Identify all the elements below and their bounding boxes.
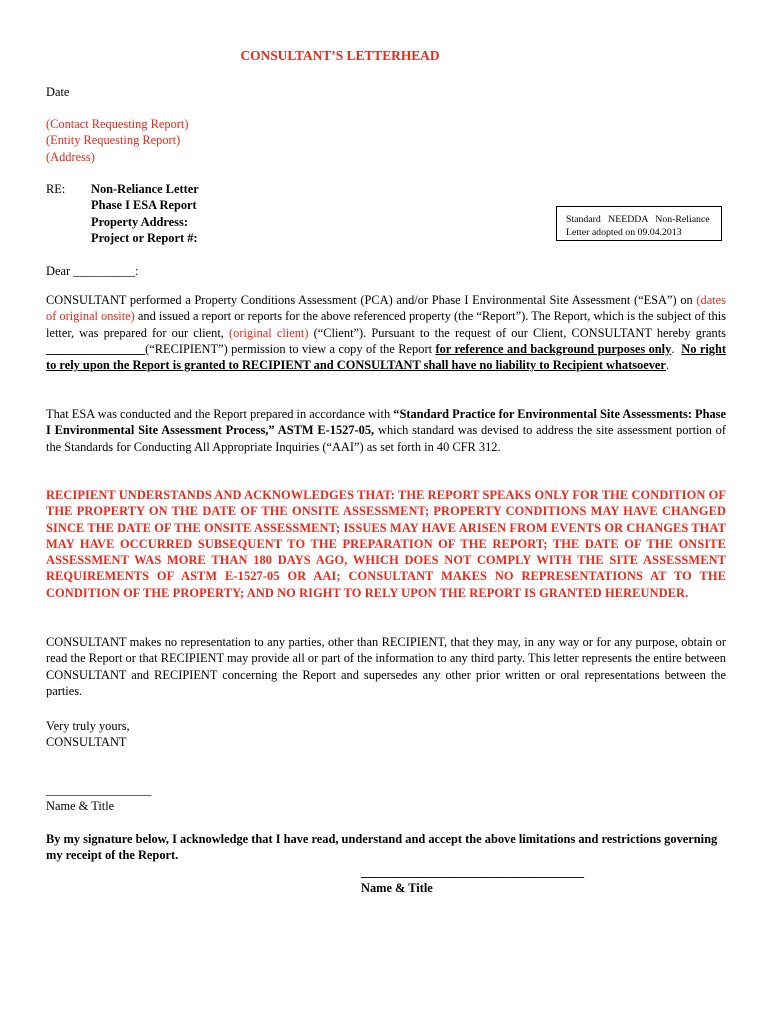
closing-block <box>46 718 130 751</box>
addressee-address: (Address) <box>46 149 95 164</box>
addressee-block <box>46 116 188 165</box>
p2-text-2: which standard was devised to address the site assessment portion of the Standards for Conducting All Appropriate Inquiries (“AAI”) as set forth in 40 CFR 312. <box>46 423 726 454</box>
recipient-acknowledgement: By my signature below, I acknowledge that I have read, understand and accept the above limitations and restrictions governing my receipt of the Report. <box>46 832 718 863</box>
p2-text-1: That ESA was conducted and the Report prepared in accordance with <box>46 407 394 421</box>
closing-signer: CONSULTANT <box>46 735 127 750</box>
recipient-signature-line: ____________________________________ <box>361 865 585 879</box>
paragraph-esa-performed <box>46 292 726 373</box>
standard-notice-box <box>556 206 722 241</box>
re-block <box>91 181 199 246</box>
addressee-contact: (Contact Requesting Report) <box>46 117 189 131</box>
consultant-signature-line: _________________ <box>46 783 152 797</box>
p1-text-6: . <box>665 358 670 373</box>
p1-dates-placeholder: (dates of original onsite) <box>46 293 726 324</box>
p1-client-placeholder: (original client) <box>229 325 309 340</box>
recipient-signature-block <box>361 864 584 897</box>
p1-text-3: (“Client”). Pursuant to the request of our Client, CONSULTANT hereby grants <box>308 325 726 340</box>
p1-text-5: . <box>671 341 682 356</box>
paragraph-recipient-acknowledges: RECIPIENT UNDERSTANDS AND ACKNOWLEDGES THAT: THE REPORT SPEAKS ONLY FOR THE CONDITION OF THE PROPERTY ON THE DATE OF THE ONSITE ASSESSMENT; PROPERTY CONDITIONS MAY HAVE CHANGED SINCE THE DATE OF THE ONSITE ASSESSMENT; ISSUES MAY HAVE ARISEN FROM EVENTS OR CHANGES THAT MAY HAVE OCCURRED SUBSEQUENT TO THE PREPARATION OF THE REPORT; THE DATE OF THE ONSITE ASSESSMENT WAS MORE THAN 180 DAYS AGO, WHICH DOES NOT COMPLY WITH THE SITE ASSESSMENT REQUIREMENTS OF ASTM E-1527-05 OR AAI; CONSULTANT MAKES NO REPRESENTATIONS AT TO THE CONDITION OF THE PROPERTY; AND NO RIGHT TO RELY UPON THE REPORT IS GRANTED HEREUNDER. <box>46 488 726 600</box>
consultant-signature-block <box>46 782 151 815</box>
p1-text-4: (“RECIPIENT”) permission to view a copy of the Report <box>145 341 436 356</box>
salutation: Dear __________: <box>46 264 139 278</box>
paragraph-astm-standard <box>46 406 726 455</box>
re-line-esa-report: Phase I ESA Report <box>91 198 197 213</box>
standard-notice-line2: Letter adopted on 09.04.2013 <box>566 227 682 238</box>
consultant-name-title: Name & Title <box>46 799 115 814</box>
p1-text-2: and issued a report or reports for the above referenced property (the “Report”). The Report, which is the subject of this letter, was prepared for our client, <box>46 309 726 340</box>
p1-text-1: CONSULTANT performed a Property Conditions Assessment (PCA) and/or Phase I Environmental Site Assessment (“ESA”) on <box>46 293 697 307</box>
re-line-property-address: Property Address: <box>91 214 188 229</box>
p1-no-reliance-statement: No right to rely upon the Report is granted to RECIPIENT and CONSULTANT shall have no liability to Recipient whatsoever <box>46 341 727 373</box>
re-line-non-reliance: Non-Reliance Letter <box>91 182 199 196</box>
paragraph-no-representation: CONSULTANT makes no representation to any parties, other than RECIPIENT, that they may, in any way or for any purpose, obtain or read the Report or that RECIPIENT may provide all or part of the information to any third party. This letter represents the entire between CONSULTANT and RECIPIENT concerning the Report and supersedes any other prior written or oral representations between the parties. <box>46 635 726 698</box>
closing-line: Very truly yours, <box>46 719 130 733</box>
date-label: Date <box>46 85 70 99</box>
p1-reference-purposes: for reference and background purposes only <box>435 341 672 356</box>
p2-standard-title: “Standard Practice for Environmental Site Assessments: Phase I Environmental Site Assessment Process,” ASTM E-1527-05, <box>46 407 726 438</box>
recipient-name-title: Name & Title <box>361 881 433 896</box>
addressee-entity: (Entity Requesting Report) <box>46 133 181 148</box>
re-line-project-number: Project or Report #: <box>91 230 198 245</box>
re-label: RE: <box>46 182 66 196</box>
standard-notice-line1: Standard NEEDDA Non-Reliance <box>566 214 710 225</box>
letterhead-title: CONSULTANT’S LETTERHEAD <box>240 48 440 63</box>
p1-recipient-blank: ________________ <box>46 341 146 356</box>
